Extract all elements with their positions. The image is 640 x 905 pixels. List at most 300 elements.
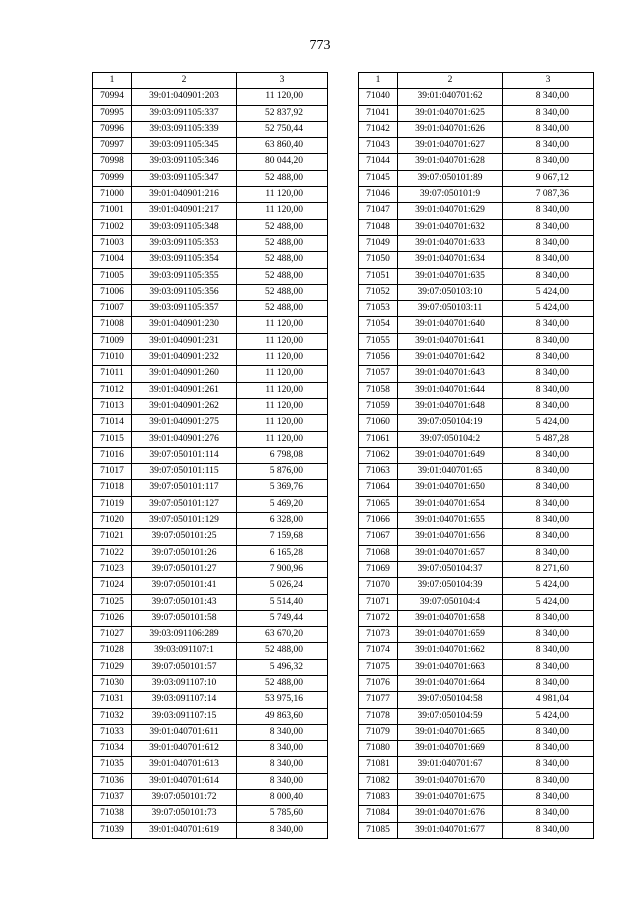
cadastral-number-cell: 39:07:050101:72 xyxy=(132,790,237,806)
value-cell: 5 369,76 xyxy=(237,480,328,496)
value-cell: 8 340,00 xyxy=(503,529,594,545)
cadastral-number-cell: 39:01:040701:649 xyxy=(398,447,503,463)
value-cell: 8 340,00 xyxy=(503,89,594,105)
value-cell: 8 340,00 xyxy=(503,317,594,333)
table-row xyxy=(359,187,594,203)
table-row xyxy=(93,317,328,333)
cadastral-number-cell: 39:01:040901:232 xyxy=(132,350,237,366)
row-number-cell: 71030 xyxy=(93,675,132,691)
table-row xyxy=(359,480,594,496)
table-row xyxy=(93,757,328,773)
table-row xyxy=(93,480,328,496)
table-row xyxy=(93,741,328,757)
table-row xyxy=(93,415,328,431)
cadastral-number-cell: 39:07:050101:115 xyxy=(132,464,237,480)
value-cell: 8 340,00 xyxy=(503,382,594,398)
table-row xyxy=(359,496,594,512)
row-number-cell: 71049 xyxy=(359,235,398,251)
table-row xyxy=(359,822,594,838)
left-table xyxy=(92,72,328,839)
table-row xyxy=(359,89,594,105)
row-number-cell: 71038 xyxy=(93,806,132,822)
row-number-cell: 71063 xyxy=(359,464,398,480)
value-cell: 5 424,00 xyxy=(503,284,594,300)
cadastral-number-cell: 39:03:091105:345 xyxy=(132,138,237,154)
table-row xyxy=(93,545,328,561)
table-row xyxy=(359,529,594,545)
value-cell: 5 424,00 xyxy=(503,415,594,431)
table-row xyxy=(93,464,328,480)
value-cell: 5 424,00 xyxy=(503,578,594,594)
table-row xyxy=(93,203,328,219)
cadastral-number-cell: 39:01:040701:640 xyxy=(398,317,503,333)
table-row xyxy=(359,594,594,610)
cadastral-number-cell: 39:07:050101:57 xyxy=(132,659,237,675)
table-row xyxy=(359,350,594,366)
cadastral-number-cell: 39:03:091105:357 xyxy=(132,301,237,317)
table-row xyxy=(359,284,594,300)
value-cell: 11 120,00 xyxy=(237,350,328,366)
row-number-cell: 70995 xyxy=(93,105,132,121)
table-row xyxy=(93,790,328,806)
cadastral-number-cell: 39:07:050101:73 xyxy=(132,806,237,822)
cadastral-number-cell: 39:01:040901:260 xyxy=(132,366,237,382)
cadastral-number-cell: 39:01:040701:656 xyxy=(398,529,503,545)
table-row xyxy=(359,578,594,594)
row-number-cell: 71070 xyxy=(359,578,398,594)
table-row xyxy=(93,268,328,284)
table-row xyxy=(93,252,328,268)
cadastral-number-cell: 39:03:091107:1 xyxy=(132,643,237,659)
value-cell: 8 340,00 xyxy=(503,154,594,170)
table-row xyxy=(93,333,328,349)
cadastral-number-cell: 39:01:040701:614 xyxy=(132,773,237,789)
cadastral-number-cell: 39:07:050104:39 xyxy=(398,578,503,594)
row-number-cell: 71052 xyxy=(359,284,398,300)
table-row xyxy=(93,121,328,137)
value-cell: 52 837,92 xyxy=(237,105,328,121)
cadastral-number-cell: 39:01:040701:628 xyxy=(398,154,503,170)
table-row xyxy=(93,610,328,626)
value-cell: 5 496,32 xyxy=(237,659,328,675)
cadastral-number-cell: 39:01:040701:654 xyxy=(398,496,503,512)
table-row xyxy=(93,366,328,382)
cadastral-number-cell: 39:01:040701:633 xyxy=(398,235,503,251)
value-cell: 8 340,00 xyxy=(503,741,594,757)
value-cell: 8 340,00 xyxy=(503,121,594,137)
cadastral-number-cell: 39:03:091105:347 xyxy=(132,170,237,186)
row-number-cell: 71071 xyxy=(359,594,398,610)
row-number-cell: 71059 xyxy=(359,398,398,414)
table-row xyxy=(93,154,328,170)
table-row xyxy=(93,187,328,203)
cadastral-number-cell: 39:01:040701:629 xyxy=(398,203,503,219)
value-cell: 8 340,00 xyxy=(503,627,594,643)
table-row xyxy=(93,350,328,366)
header-row xyxy=(93,73,328,89)
table-row xyxy=(359,170,594,186)
value-cell: 8 340,00 xyxy=(503,822,594,838)
cadastral-number-cell: 39:07:050101:43 xyxy=(132,594,237,610)
cadastral-number-cell: 39:07:050104:19 xyxy=(398,415,503,431)
row-number-cell: 71012 xyxy=(93,382,132,398)
cadastral-number-cell: 39:03:091105:337 xyxy=(132,105,237,121)
cadastral-number-cell: 39:03:091105:346 xyxy=(132,154,237,170)
table-row xyxy=(93,822,328,838)
row-number-cell: 70994 xyxy=(93,89,132,105)
row-number-cell: 71028 xyxy=(93,643,132,659)
value-cell: 11 120,00 xyxy=(237,382,328,398)
table-row xyxy=(93,773,328,789)
right-table xyxy=(358,72,594,839)
cadastral-number-cell: 39:01:040701:663 xyxy=(398,659,503,675)
value-cell: 49 863,60 xyxy=(237,708,328,724)
cadastral-number-cell: 39:01:040701:648 xyxy=(398,398,503,414)
cadastral-number-cell: 39:03:091107:14 xyxy=(132,692,237,708)
table-row xyxy=(359,464,594,480)
row-number-cell: 71019 xyxy=(93,496,132,512)
row-number-cell: 71066 xyxy=(359,513,398,529)
row-number-cell: 70999 xyxy=(93,170,132,186)
cadastral-number-cell: 39:03:091105:353 xyxy=(132,235,237,251)
cadastral-number-cell: 39:07:050101:114 xyxy=(132,447,237,463)
row-number-cell: 71061 xyxy=(359,431,398,447)
table-row xyxy=(93,496,328,512)
row-number-cell: 71027 xyxy=(93,627,132,643)
cadastral-number-cell: 39:07:050101:27 xyxy=(132,561,237,577)
value-cell: 11 120,00 xyxy=(237,333,328,349)
value-cell: 63 860,40 xyxy=(237,138,328,154)
table-row xyxy=(359,773,594,789)
table-row xyxy=(359,415,594,431)
table-row xyxy=(359,724,594,740)
value-cell: 5 424,00 xyxy=(503,708,594,724)
cadastral-number-cell: 39:01:040901:217 xyxy=(132,203,237,219)
row-number-cell: 71078 xyxy=(359,708,398,724)
value-cell: 8 340,00 xyxy=(503,480,594,496)
cadastral-number-cell: 39:07:050101:26 xyxy=(132,545,237,561)
row-number-cell: 71022 xyxy=(93,545,132,561)
cadastral-number-cell: 39:01:040701:67 xyxy=(398,757,503,773)
table-row xyxy=(359,790,594,806)
row-number-cell: 71080 xyxy=(359,741,398,757)
cadastral-number-cell: 39:01:040901:276 xyxy=(132,431,237,447)
row-number-cell: 71001 xyxy=(93,203,132,219)
row-number-cell: 71016 xyxy=(93,447,132,463)
row-number-cell: 71009 xyxy=(93,333,132,349)
value-cell: 8 340,00 xyxy=(503,464,594,480)
cadastral-number-cell: 39:01:040701:626 xyxy=(398,121,503,137)
row-number-cell: 71073 xyxy=(359,627,398,643)
value-cell: 52 488,00 xyxy=(237,170,328,186)
cadastral-number-cell: 39:07:050103:11 xyxy=(398,301,503,317)
value-cell: 5 514,40 xyxy=(237,594,328,610)
value-cell: 52 488,00 xyxy=(237,643,328,659)
cadastral-number-cell: 39:01:040701:665 xyxy=(398,724,503,740)
value-cell: 5 424,00 xyxy=(503,594,594,610)
cadastral-number-cell: 39:01:040701:676 xyxy=(398,806,503,822)
cadastral-number-cell: 39:01:040901:262 xyxy=(132,398,237,414)
row-number-cell: 71054 xyxy=(359,317,398,333)
value-cell: 52 488,00 xyxy=(237,219,328,235)
row-number-cell: 71023 xyxy=(93,561,132,577)
cadastral-number-cell: 39:01:040701:613 xyxy=(132,757,237,773)
cadastral-number-cell: 39:01:040701:641 xyxy=(398,333,503,349)
value-cell: 52 488,00 xyxy=(237,252,328,268)
table-row xyxy=(93,301,328,317)
cadastral-number-cell: 39:01:040701:675 xyxy=(398,790,503,806)
value-cell: 8 340,00 xyxy=(503,350,594,366)
row-number-cell: 71036 xyxy=(93,773,132,789)
table-row xyxy=(359,447,594,463)
value-cell: 8 340,00 xyxy=(237,724,328,740)
cadastral-number-cell: 39:01:040901:231 xyxy=(132,333,237,349)
cadastral-number-cell: 39:01:040701:662 xyxy=(398,643,503,659)
cadastral-number-cell: 39:01:040701:627 xyxy=(398,138,503,154)
row-number-cell: 71031 xyxy=(93,692,132,708)
row-number-cell: 71037 xyxy=(93,790,132,806)
value-cell: 11 120,00 xyxy=(237,317,328,333)
row-number-cell: 71053 xyxy=(359,301,398,317)
table-row xyxy=(359,382,594,398)
value-cell: 52 488,00 xyxy=(237,284,328,300)
cadastral-number-cell: 39:01:040701:643 xyxy=(398,366,503,382)
value-cell: 8 340,00 xyxy=(503,610,594,626)
cadastral-number-cell: 39:07:050104:4 xyxy=(398,594,503,610)
row-number-cell: 71062 xyxy=(359,447,398,463)
table-row xyxy=(359,741,594,757)
cadastral-number-cell: 39:07:050104:37 xyxy=(398,561,503,577)
value-cell: 7 087,36 xyxy=(503,187,594,203)
value-cell: 63 670,20 xyxy=(237,627,328,643)
column-header-2: 2 xyxy=(132,73,237,89)
row-number-cell: 71000 xyxy=(93,187,132,203)
table-row xyxy=(359,627,594,643)
row-number-cell: 71056 xyxy=(359,350,398,366)
value-cell: 8 340,00 xyxy=(503,545,594,561)
value-cell: 52 488,00 xyxy=(237,675,328,691)
row-number-cell: 71084 xyxy=(359,806,398,822)
row-number-cell: 71007 xyxy=(93,301,132,317)
row-number-cell: 70996 xyxy=(93,121,132,137)
cadastral-number-cell: 39:01:040701:670 xyxy=(398,773,503,789)
row-number-cell: 70998 xyxy=(93,154,132,170)
table-row xyxy=(93,513,328,529)
table-row xyxy=(93,627,328,643)
row-number-cell: 71055 xyxy=(359,333,398,349)
row-number-cell: 71069 xyxy=(359,561,398,577)
row-number-cell: 71002 xyxy=(93,219,132,235)
cadastral-number-cell: 39:01:040701:632 xyxy=(398,219,503,235)
table-row xyxy=(93,284,328,300)
table-row xyxy=(359,366,594,382)
table-row xyxy=(359,692,594,708)
row-number-cell: 71008 xyxy=(93,317,132,333)
cadastral-number-cell: 39:03:091107:10 xyxy=(132,675,237,691)
left-table-body xyxy=(93,89,328,839)
row-number-cell: 70997 xyxy=(93,138,132,154)
value-cell: 8 340,00 xyxy=(503,757,594,773)
row-number-cell: 71017 xyxy=(93,464,132,480)
value-cell: 8 000,40 xyxy=(237,790,328,806)
value-cell: 8 340,00 xyxy=(503,790,594,806)
value-cell: 8 340,00 xyxy=(503,773,594,789)
cadastral-number-cell: 39:07:050101:41 xyxy=(132,578,237,594)
value-cell: 9 067,12 xyxy=(503,170,594,186)
value-cell: 8 340,00 xyxy=(503,105,594,121)
table-row xyxy=(93,806,328,822)
row-number-cell: 71085 xyxy=(359,822,398,838)
cadastral-number-cell: 39:03:091105:348 xyxy=(132,219,237,235)
table-row xyxy=(359,513,594,529)
table-row xyxy=(93,561,328,577)
row-number-cell: 71079 xyxy=(359,724,398,740)
column-header-3: 3 xyxy=(503,73,594,89)
table-row xyxy=(359,398,594,414)
table-row xyxy=(359,431,594,447)
cadastral-number-cell: 39:01:040701:644 xyxy=(398,382,503,398)
row-number-cell: 71083 xyxy=(359,790,398,806)
row-number-cell: 71003 xyxy=(93,235,132,251)
row-number-cell: 71010 xyxy=(93,350,132,366)
table-row xyxy=(93,675,328,691)
row-number-cell: 71051 xyxy=(359,268,398,284)
value-cell: 8 340,00 xyxy=(503,659,594,675)
cadastral-number-cell: 39:01:040701:659 xyxy=(398,627,503,643)
value-cell: 8 340,00 xyxy=(503,496,594,512)
cadastral-number-cell: 39:03:091107:15 xyxy=(132,708,237,724)
table-row xyxy=(359,154,594,170)
row-number-cell: 71021 xyxy=(93,529,132,545)
value-cell: 52 488,00 xyxy=(237,235,328,251)
table-row xyxy=(93,431,328,447)
cadastral-number-cell: 39:01:040701:625 xyxy=(398,105,503,121)
cadastral-number-cell: 39:01:040701:642 xyxy=(398,350,503,366)
value-cell: 11 120,00 xyxy=(237,398,328,414)
value-cell: 8 340,00 xyxy=(503,513,594,529)
value-cell: 6 165,28 xyxy=(237,545,328,561)
row-number-cell: 71065 xyxy=(359,496,398,512)
row-number-cell: 71077 xyxy=(359,692,398,708)
cadastral-number-cell: 39:07:050101:117 xyxy=(132,480,237,496)
row-number-cell: 71026 xyxy=(93,610,132,626)
table-row xyxy=(93,398,328,414)
table-row xyxy=(359,121,594,137)
value-cell: 8 340,00 xyxy=(503,643,594,659)
value-cell: 11 120,00 xyxy=(237,415,328,431)
row-number-cell: 71057 xyxy=(359,366,398,382)
row-number-cell: 71033 xyxy=(93,724,132,740)
value-cell: 80 044,20 xyxy=(237,154,328,170)
value-cell: 52 750,44 xyxy=(237,121,328,137)
value-cell: 8 340,00 xyxy=(503,675,594,691)
table-row xyxy=(93,382,328,398)
cadastral-number-cell: 39:01:040901:216 xyxy=(132,187,237,203)
value-cell: 7 900,96 xyxy=(237,561,328,577)
table-row xyxy=(93,138,328,154)
table-row xyxy=(359,708,594,724)
row-number-cell: 71018 xyxy=(93,480,132,496)
row-number-cell: 71067 xyxy=(359,529,398,545)
row-number-cell: 71064 xyxy=(359,480,398,496)
value-cell: 8 340,00 xyxy=(503,333,594,349)
table-row xyxy=(93,692,328,708)
value-cell: 8 340,00 xyxy=(237,757,328,773)
value-cell: 8 271,60 xyxy=(503,561,594,577)
value-cell: 8 340,00 xyxy=(237,822,328,838)
value-cell: 5 749,44 xyxy=(237,610,328,626)
table-row xyxy=(359,138,594,154)
table-row xyxy=(359,675,594,691)
row-number-cell: 71060 xyxy=(359,415,398,431)
value-cell: 8 340,00 xyxy=(237,773,328,789)
table-row xyxy=(359,643,594,659)
value-cell: 8 340,00 xyxy=(237,741,328,757)
value-cell: 52 488,00 xyxy=(237,268,328,284)
row-number-cell: 71004 xyxy=(93,252,132,268)
cadastral-number-cell: 39:03:091105:354 xyxy=(132,252,237,268)
value-cell: 4 981,04 xyxy=(503,692,594,708)
value-cell: 5 876,00 xyxy=(237,464,328,480)
table-row xyxy=(359,561,594,577)
table-row xyxy=(359,219,594,235)
cadastral-number-cell: 39:01:040901:203 xyxy=(132,89,237,105)
row-number-cell: 71048 xyxy=(359,219,398,235)
value-cell: 52 488,00 xyxy=(237,301,328,317)
cadastral-number-cell: 39:01:040901:275 xyxy=(132,415,237,431)
value-cell: 8 340,00 xyxy=(503,268,594,284)
table-row xyxy=(93,447,328,463)
cadastral-number-cell: 39:01:040701:611 xyxy=(132,724,237,740)
cadastral-number-cell: 39:01:040701:634 xyxy=(398,252,503,268)
cadastral-number-cell: 39:01:040701:619 xyxy=(132,822,237,838)
cadastral-number-cell: 39:01:040701:650 xyxy=(398,480,503,496)
row-number-cell: 71041 xyxy=(359,105,398,121)
value-cell: 5 424,00 xyxy=(503,301,594,317)
table-row xyxy=(359,301,594,317)
row-number-cell: 71020 xyxy=(93,513,132,529)
cadastral-number-cell: 39:07:050101:25 xyxy=(132,529,237,545)
table-row xyxy=(93,235,328,251)
row-number-cell: 71076 xyxy=(359,675,398,691)
row-number-cell: 71040 xyxy=(359,89,398,105)
cadastral-number-cell: 39:01:040901:261 xyxy=(132,382,237,398)
cadastral-number-cell: 39:07:050104:2 xyxy=(398,431,503,447)
value-cell: 8 340,00 xyxy=(503,724,594,740)
page-number: 773 xyxy=(309,38,331,53)
row-number-cell: 71058 xyxy=(359,382,398,398)
row-number-cell: 71011 xyxy=(93,366,132,382)
row-number-cell: 71081 xyxy=(359,757,398,773)
table-row xyxy=(93,105,328,121)
table-row xyxy=(359,252,594,268)
row-number-cell: 71024 xyxy=(93,578,132,594)
row-number-cell: 71014 xyxy=(93,415,132,431)
row-number-cell: 71072 xyxy=(359,610,398,626)
table-row xyxy=(359,757,594,773)
row-number-cell: 71015 xyxy=(93,431,132,447)
right-table-body xyxy=(359,89,594,839)
row-number-cell: 71042 xyxy=(359,121,398,137)
cadastral-number-cell: 39:01:040901:230 xyxy=(132,317,237,333)
table-row xyxy=(359,105,594,121)
table-row xyxy=(93,659,328,675)
value-cell: 5 026,24 xyxy=(237,578,328,594)
row-number-cell: 71034 xyxy=(93,741,132,757)
table-row xyxy=(93,89,328,105)
row-number-cell: 71068 xyxy=(359,545,398,561)
cadastral-number-cell: 39:07:050101:127 xyxy=(132,496,237,512)
